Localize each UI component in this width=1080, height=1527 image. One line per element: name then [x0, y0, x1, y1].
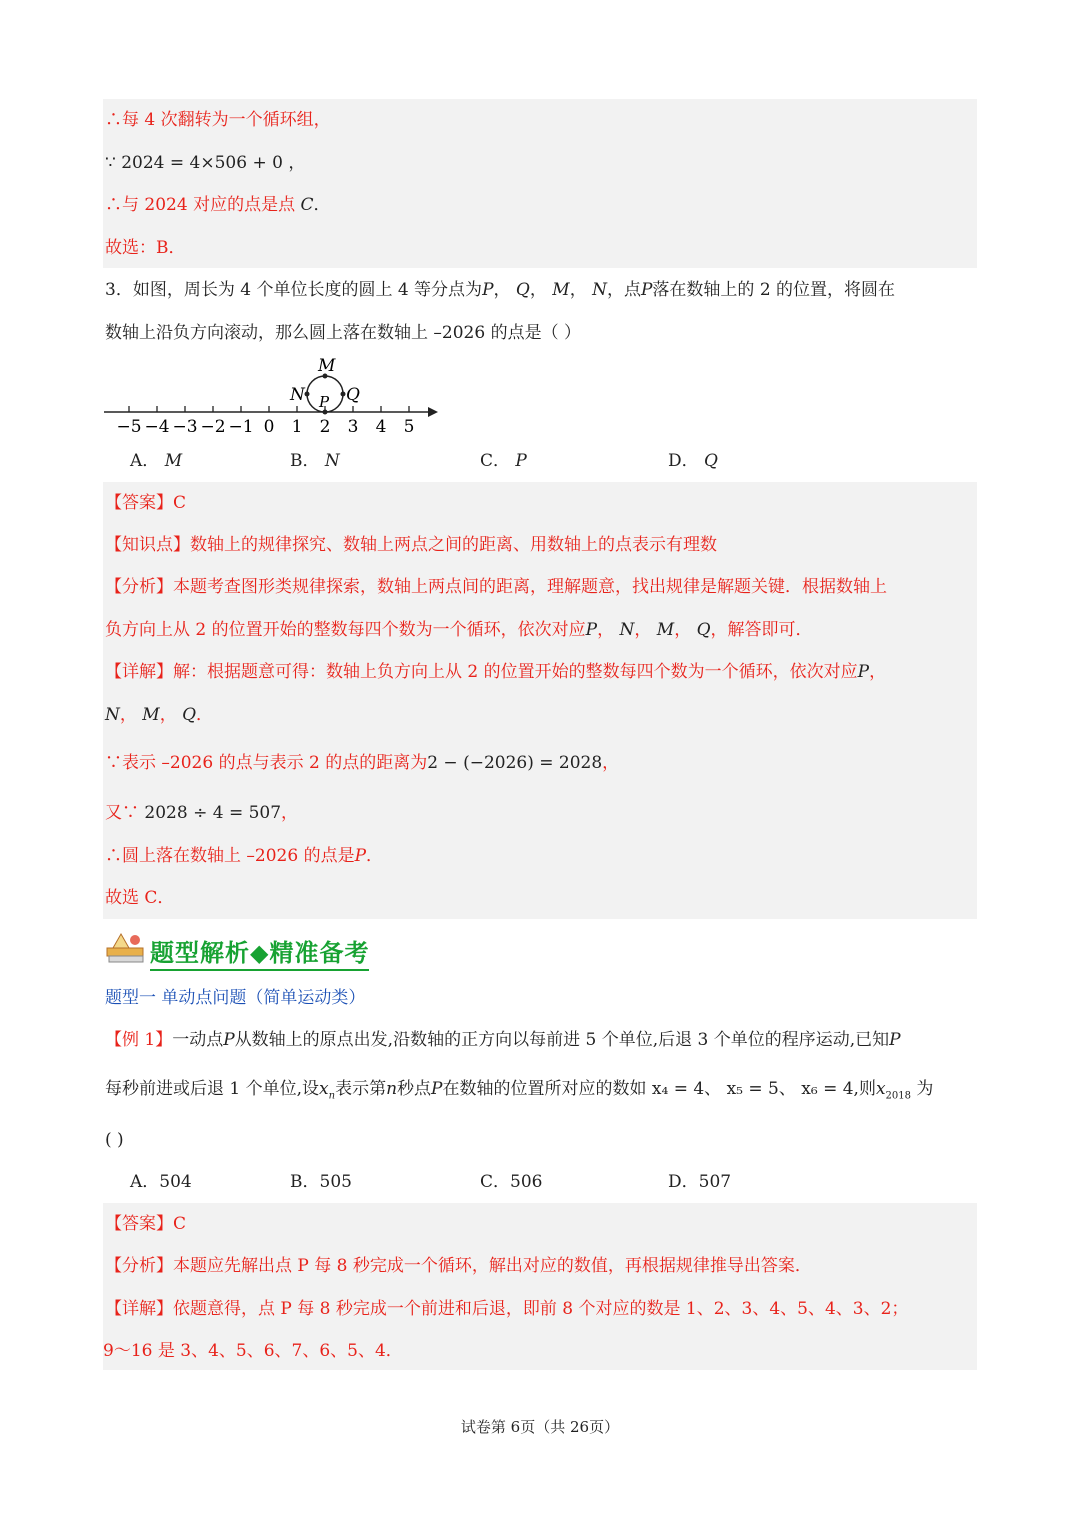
option-d[interactable]: D．507 — [668, 1172, 732, 1192]
circle-label-m: M — [318, 356, 336, 376]
example-1-text: ( ) — [105, 1130, 124, 1150]
option-a[interactable]: A． M — [130, 451, 183, 471]
option-b[interactable]: B． N — [290, 451, 340, 471]
detail-text: ∴圆上落在数轴上 –2026 的点是P． — [105, 846, 384, 866]
solution-line: ∵ 2024 = 4×506 + 0 ， — [105, 153, 306, 173]
option-b[interactable]: B．505 — [290, 1172, 352, 1192]
circle-label-q: Q — [346, 385, 360, 405]
circle-label-n: N — [290, 385, 305, 405]
number-line-figure — [100, 352, 445, 436]
example-1-text: 每秒前进或后退 1 个单位,设$x_n$表示第n秒点P在数轴的位置所对应的数如 x₄ = 4、 x₅ = 5、 x₆ = 4,则$x_{2018}$ 为 — [105, 1079, 934, 1102]
tick-label: −2 — [200, 417, 226, 436]
question-3-text: 3．如图，周长为 4 个单位长度的圆上 4 等分点为P， Q， M， N，点P落在数轴上的 2 的位置，将圆在 — [105, 280, 896, 300]
answer-label: 【答案】C — [105, 1214, 187, 1234]
tick-label: 2 — [319, 417, 331, 436]
book-icon — [103, 930, 149, 966]
tick-label: 0 — [263, 417, 275, 436]
option-a[interactable]: A．504 — [130, 1172, 192, 1192]
detail-text: 故选 C． — [105, 888, 175, 908]
section-subtitle: 题型一 单动点问题（简单运动类） — [105, 988, 366, 1008]
page-footer: 试卷第 6页（共 26页） — [460, 1418, 620, 1436]
example-1-text: 【例 1】一动点P从数轴上的原点出发,沿数轴的正方向以每前进 5 个单位,后退 3 个单位的程序运动,已知P — [105, 1030, 901, 1050]
tick-label: 1 — [291, 417, 303, 436]
tick-label: −1 — [228, 417, 254, 436]
tick-label: 3 — [347, 417, 359, 436]
detail-text: 【详解】依题意得，点 P 每 8 秒完成一个前进和后退，即前 8 个对应的数是 1、2、3、4、5、4、3、2； — [105, 1299, 909, 1319]
analysis-text: 【分析】本题考查图形类规律探索，数轴上两点间的距离，理解题意，找出规律是解题关键．根据数轴上 — [105, 577, 887, 597]
tick-label: −5 — [116, 417, 142, 436]
option-c[interactable]: C．506 — [480, 1172, 543, 1192]
solution-line: ∴与 2024 对应的点是点 C． — [105, 195, 331, 215]
question-3-text: 数轴上沿负方向滚动，那么圆上落在数轴上 –2026 的点是（ ） — [105, 323, 581, 343]
detail-text: 又∵ 2028 ÷ 4 = 507， — [105, 803, 299, 823]
solution-line: 故选：B． — [105, 238, 186, 258]
knowledge-point: 【知识点】数轴上的规律探究、数轴上两点之间的距离、用数轴上的点表示有理数 — [105, 535, 717, 555]
tick-label: −3 — [172, 417, 198, 436]
detail-text: ∵表示 –2026 的点与表示 2 的点的距离为2 − (−2026) = 2028， — [105, 753, 620, 773]
detail-text: 9～16 是 3、4、5、6、7、6、5、4． — [103, 1341, 403, 1361]
tick-label: 4 — [375, 417, 387, 436]
tick-label: −4 — [144, 417, 170, 436]
option-c[interactable]: C． P — [480, 451, 527, 471]
solution-line: ∴每 4 次翻转为一个循环组， — [105, 110, 331, 130]
detail-text: 【详解】解：根据题意可得：数轴上负方向上从 2 的位置开始的整数每四个数为一个循环，依次对应P， — [105, 662, 887, 682]
section-title: 题型解析◆精准备考 — [150, 933, 369, 971]
analysis-text: 负方向上从 2 的位置开始的整数每四个数为一个循环，依次对应P， N， M， Q，解答即可． — [105, 620, 813, 640]
answer-label: 【答案】C — [105, 493, 187, 513]
detail-text: N， M， Q． — [105, 705, 214, 725]
option-d[interactable]: D． Q — [668, 451, 718, 471]
tick-label: 5 — [403, 417, 415, 436]
circle-label-p: P — [319, 393, 330, 411]
analysis-text: 【分析】本题应先解出点 P 每 8 秒完成一个循环，解出对应的数值，再根据规律推导出答案． — [105, 1256, 812, 1276]
